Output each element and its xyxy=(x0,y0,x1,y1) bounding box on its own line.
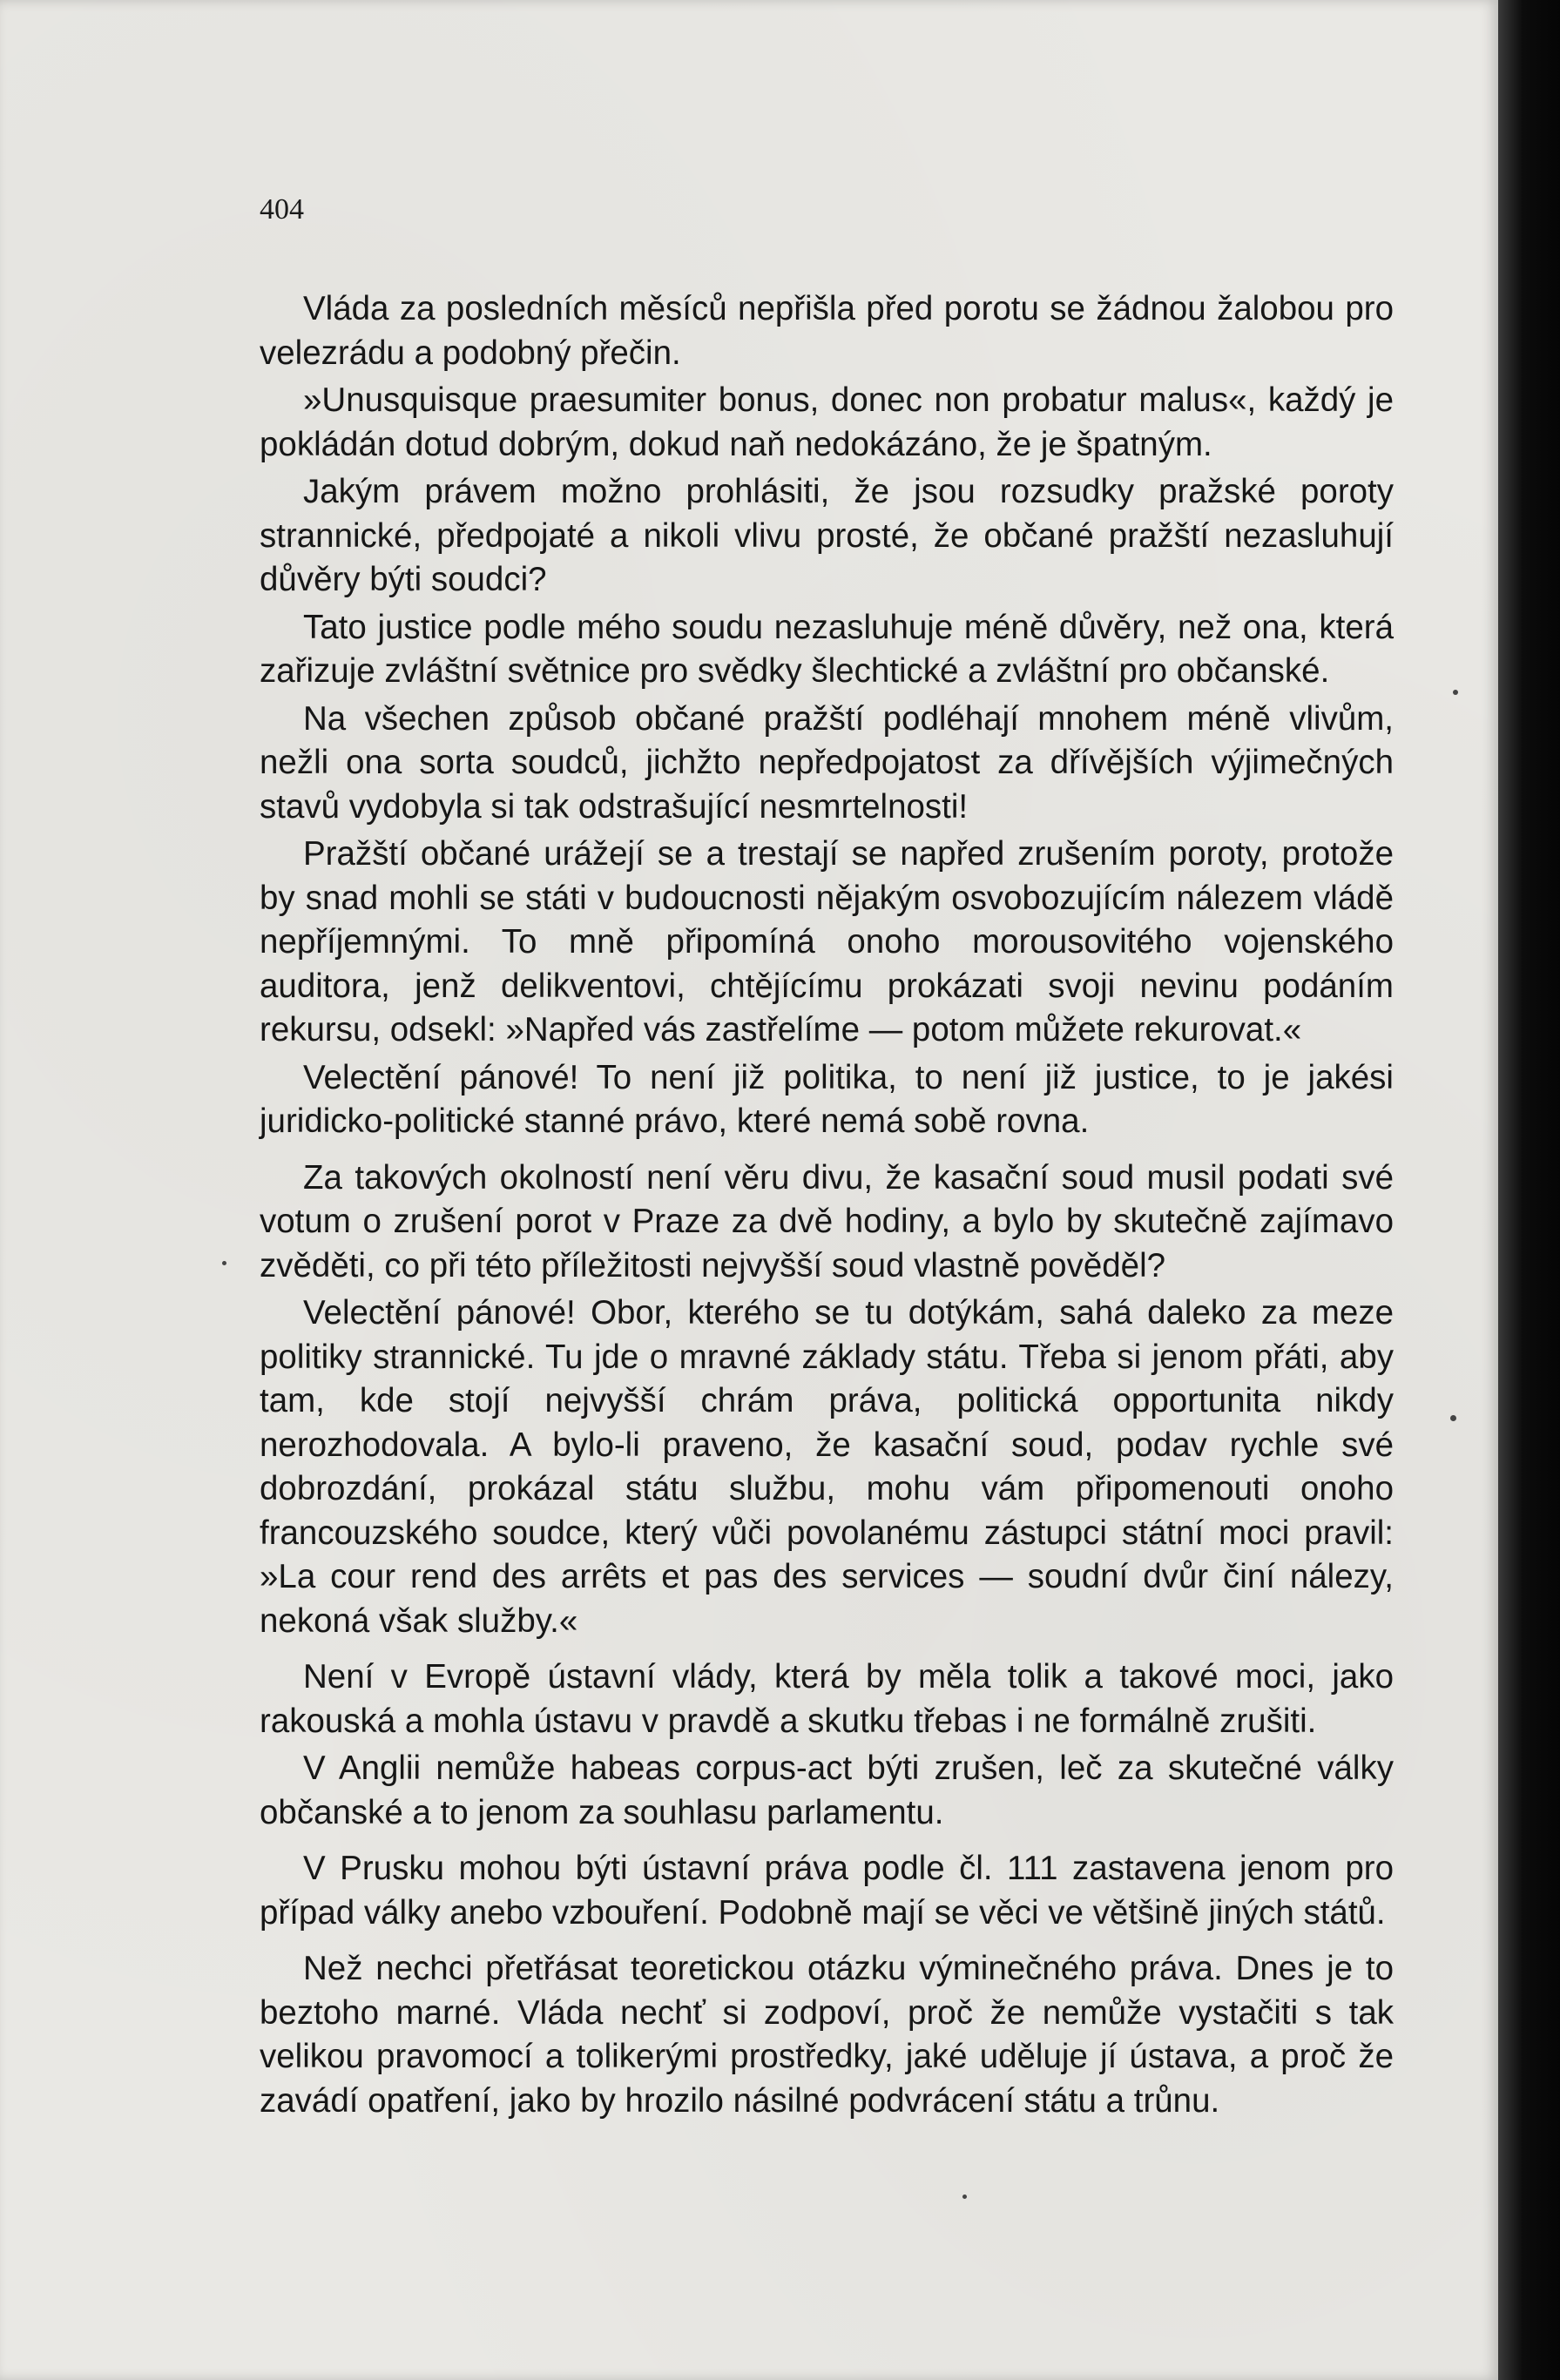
paragraph: V Anglii nemůže habeas corpus-act býti zrušen, leč za skutečné války občanské a to jenom za souhlasu parlamentu. xyxy=(260,1750,1394,1831)
paper-speck xyxy=(222,1261,226,1265)
paragraph: Tato justice podle mého soudu nezasluhuje méně důvěry, než ona, která zařizuje zvláštní světnice pro svědky šlechtické a zvláštní pro občanské. xyxy=(260,608,1394,690)
page-edge-shadow xyxy=(1498,0,1560,2380)
paper-speck xyxy=(1450,1415,1456,1421)
paragraph: Vláda za posledních měsíců nepřišla před porotu se žádnou žalobou pro velezrádu a podobný přečin. xyxy=(260,290,1394,372)
paragraph: Velectění pánové! Obor, kterého se tu dotýkám, sahá daleko za meze politiky strannické. Tu jde o mravné základy státu. Třeba si jenom přáti, aby tam, kde stojí nejvyšší chrám práva, politická opportunita nikdy nerozhodovala. A bylo-li praveno, že kasační soud, podav rychle své dobrozdání, prokázal státu službu, mohu vám připomenouti onoho francouzského soudce, který vůči povolanému zástupci státní moci pravil: »La cour rend des arrêts et pas des services — soudní dvůr činí nálezy, nekoná však služby.« xyxy=(260,1294,1394,1640)
paragraph: Na všechen způsob občané pražští podléhají mnohem méně vlivům, nežli ona sorta soudců, jichžto nepředpojatost za dřívějších výjimečných stavů vydobyla si tak odstrašující nesmrtelnosti! xyxy=(260,699,1394,826)
paragraph: »Unusquisque praesumiter bonus, donec non probatur malus«, každý je pokládán dotud dobrým, dokud naň nedokázáno, že je špatným. xyxy=(260,381,1394,463)
body-text xyxy=(260,287,1394,2127)
paragraph: Velectění pánové! To není již politika, to není již justice, to je jakési juridicko-politické stanné právo, které nemá sobě rovna. xyxy=(260,1058,1394,1140)
paper-speck xyxy=(962,2195,967,2199)
paper-speck xyxy=(1453,690,1458,695)
paragraph: Není v Evropě ústavní vlády, která by měla tolik a takové moci, jako rakouská a mohla ústavu v pravdě a skutku třebas i ne formálně zrušiti. xyxy=(260,1658,1394,1740)
paragraph: V Prusku mohou býti ústavní práva podle čl. 111 zastavena jenom pro případ války anebo vzbouření. Podobně mají se věci ve většině jiných států. xyxy=(260,1850,1394,1932)
page-number: 404 xyxy=(260,193,304,226)
paragraph: Za takových okolností není věru divu, že kasační soud musil podati své votum o zrušení porot v Praze za dvě hodiny, a bylo by skutečně zajímavo zvěděti, co při této příležitosti nejvyšší soud vlastně pověděl? xyxy=(260,1158,1394,1284)
paragraph: Jakým právem možno prohlásiti, že jsou rozsudky pražské poroty strannické, předpojaté a nikoli vlivu prosté, že občané pražští nezasluhují důvěry býti soudci? xyxy=(260,473,1394,598)
paragraph: Pražští občané urážejí se a trestají se napřed zrušením poroty, protože by snad mohli se státi v budoucnosti nějakým osvobozujícím nálezem vládě nepříjemnými. To mně připomíná onoho morousovitého vojenského auditora, jenž delikventovi, chtějícímu prokázati svoji nevinu podáním rekursu, odsekl: »Napřed vás zastřelíme — potom můžete rekurovat.« xyxy=(260,835,1394,1048)
paragraph: Než nechci přetřásat teoretickou otázku výminečného práva. Dnes je to beztoho marné. Vláda nechť si zodpoví, proč že nemůže vystačiti s tak velikou pravomocí a tolikerými prostředky, jaké uděluje jí ústava, a proč že zavádí opatření, jako by hrozilo násilné podvrácení státu a trůnu. xyxy=(260,1950,1394,2120)
